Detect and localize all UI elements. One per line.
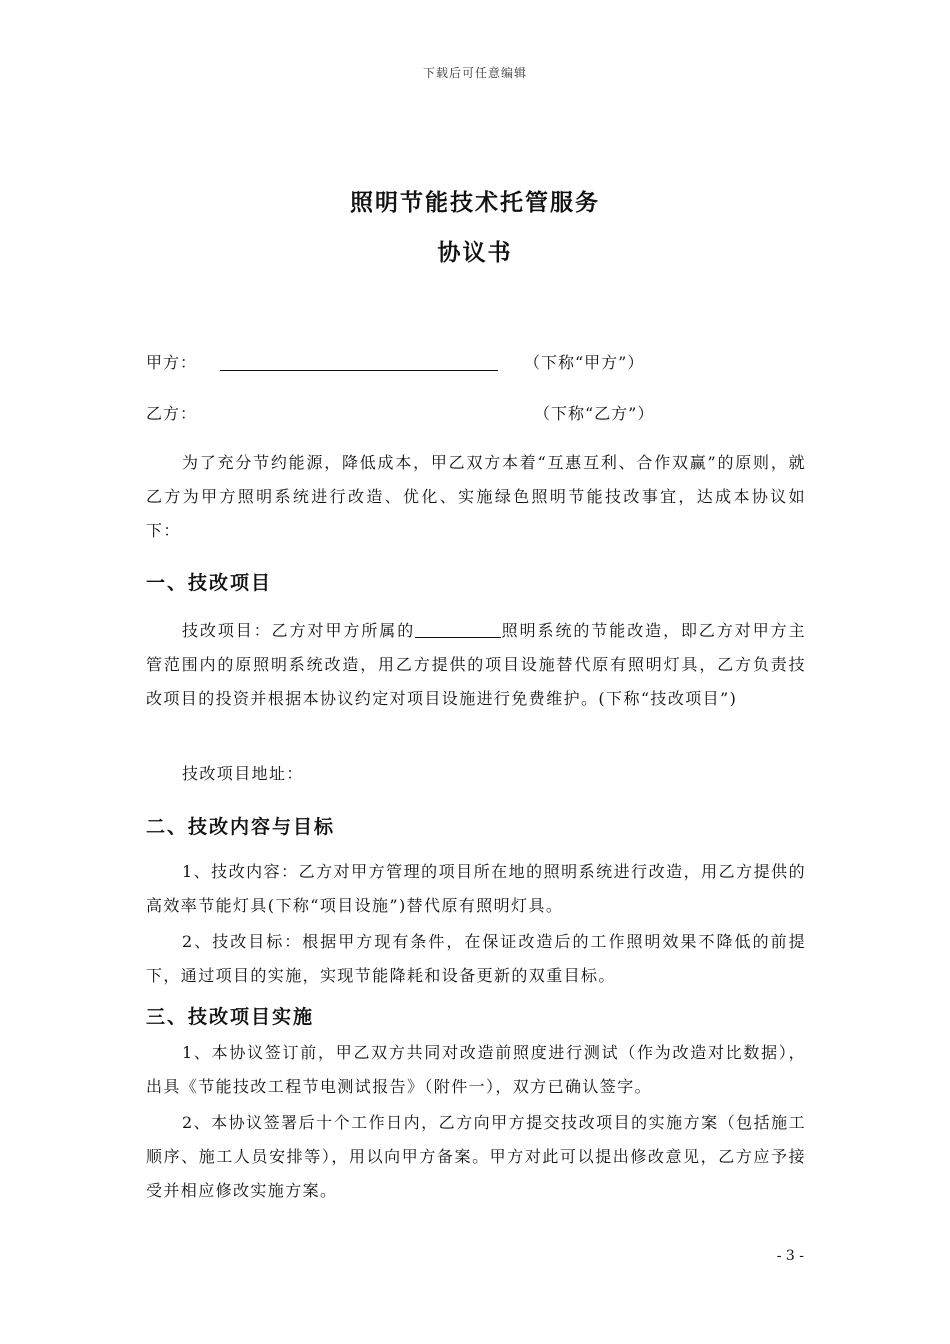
section-1-paragraph — [146, 614, 806, 716]
section-3-paragraph-1: 1、本协议签订前，甲乙双方共同对改造前照度进行测试（作为改造对比数据），出具《节能技改工程节电测试报告》（附件一），双方已确认签字。 — [146, 1043, 806, 1096]
party-a-label: 甲方： — [146, 353, 198, 372]
section-1-address: 技改项目地址： — [182, 764, 304, 783]
party-b-alias: （下称“乙方”） — [534, 404, 655, 423]
page-number: - 3 - — [776, 1248, 804, 1264]
section-1-text-after: 照明系统的节能改造，即乙方对甲方主管范围内的原照明系统改造，用乙方提供的项目设施替代原有照明灯具，乙方负责技改项目的投资并根据本协议约定对项目设施进行免费维护。(下称“技改项目”) — [146, 621, 806, 708]
party-b-label: 乙方： — [146, 404, 198, 423]
section-3-heading: 三、技改项目实施 — [146, 1006, 315, 1028]
project-name-blank — [415, 619, 501, 638]
page-header-note: 下载后可任意编辑 — [422, 66, 527, 80]
document-subtitle: 协议书 — [437, 240, 513, 266]
section-2-paragraph-1: 1、技改内容：乙方对甲方管理的项目所在地的照明系统进行改造，用乙方提供的高效率节能灯具(下称“项目设施”)替代原有照明灯具。 — [146, 862, 806, 915]
section-3-paragraph-2: 2、本协议签署后十个工作日内，乙方向甲方提交技改项目的实施方案（包括施工顺序、施工人员安排等），用以向甲方备案。甲方对此可以提出修改意见，乙方应予接受并相应修改实施方案。 — [146, 1113, 806, 1200]
intro-paragraph: 为了充分节约能源，降低成本，甲乙双方本着“互惠互利、合作双赢”的原则，就乙方为甲方照明系统进行改造、优化、实施绿色照明节能技改事宜，达成本协议如下： — [146, 453, 806, 540]
party-a-blank-line — [220, 370, 498, 371]
section-2-paragraph-2: 2、技改目标：根据甲方现有条件，在保证改造后的工作照明效果不降低的前提下，通过项目的实施，实现节能降耗和设备更新的双重目标。 — [146, 932, 806, 985]
section-1-text-before: 技改项目：乙方对甲方所属的 — [182, 621, 416, 640]
document-title: 照明节能技术托管服务 — [350, 190, 600, 216]
section-1-heading: 一、技改项目 — [146, 572, 273, 594]
section-2-heading: 二、技改内容与目标 — [146, 816, 336, 838]
party-a-alias: （下称“甲方”） — [524, 353, 645, 372]
